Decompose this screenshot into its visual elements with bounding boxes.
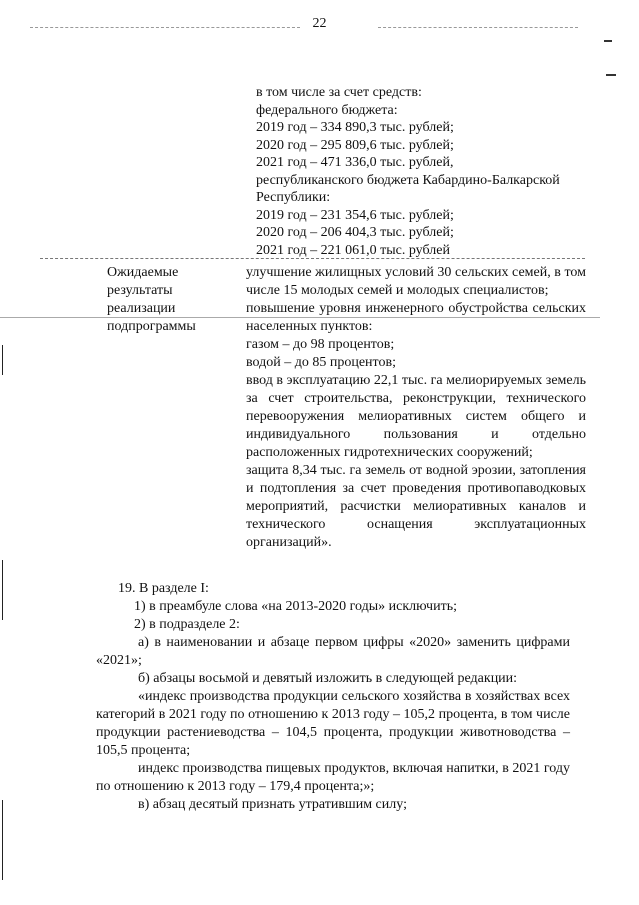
result-item: защита 8,34 тыс. га земель от водной эрозии, затопления и подтопления за счет проведения противопаводковых мероприятий, расчистки мелиоративных каналов и технического оснащения эксплуатационных организаций».	[246, 463, 586, 550]
label-line: Ожидаемые	[107, 265, 179, 280]
margin-mark	[2, 800, 3, 880]
label-line: подпрограммы	[107, 319, 196, 334]
header-rule-right	[378, 27, 578, 28]
margin-mark	[2, 560, 3, 620]
funding-line: 2021 год – 221 061,0 тыс. рублей	[256, 242, 450, 258]
amendment-item: а) в наименовании и абзаце первом цифры «2020» заменить цифрами «2021»;	[96, 635, 570, 668]
label-line: результаты	[107, 283, 173, 298]
margin-mark	[2, 345, 3, 375]
amendments-text	[96, 580, 570, 814]
scan-artifact	[606, 74, 616, 76]
section-heading: 19. В разделе I:	[118, 581, 209, 596]
result-item: водой – до 85 процентов;	[246, 355, 396, 370]
quoted-paragraph: «индекс производства продукции сельского хозяйства в хозяйствах всех категорий в 2021 году по отношению к 2013 году – 105,2 процента, в том числе продукции растениеводства – 104,5 процента, продукции животноводства –105,5 процента;	[96, 689, 570, 758]
table-row-divider	[40, 258, 585, 259]
amendment-item: б) абзацы восьмой и девятый изложить в следующей редакции:	[138, 671, 518, 686]
result-item: газом – до 98 процентов;	[246, 337, 395, 352]
result-item: повышение уровня инженерного обустройства сельских населенных пунктов:	[246, 301, 586, 334]
table-results-cell	[246, 264, 586, 552]
amendment-item: 2) в подразделе 2:	[134, 617, 240, 632]
funding-line: федерального бюджета:	[256, 102, 398, 118]
result-item: улучшение жилищных условий 30 сельских семей, в том числе 15 молодых семей и молодых специалистов;	[246, 265, 586, 298]
header-rule-left	[30, 27, 300, 28]
result-item: ввод в эксплуатацию 22,1 тыс. га мелиорируемых земель за счет строительства, реконструкции, технического перевооружения мелиоративных систем общего и индивидуального пользования и отдельно расположенных гидротехнических сооружений;	[246, 373, 586, 460]
funding-line: 2020 год – 295 809,6 тыс. рублей;	[256, 137, 454, 153]
quoted-paragraph: индекс производства пищевых продуктов, включая напитки, в 2021 году по отношению к 2013 году – 179,4 процента;»;	[96, 761, 570, 794]
funding-line: республиканского бюджета Кабардино-Балкарской	[256, 172, 560, 188]
funding-line: 2019 год – 334 890,3 тыс. рублей;	[256, 120, 454, 135]
page-number: 22	[312, 16, 327, 31]
funding-line: 2020 год – 206 404,3 тыс. рублей;	[256, 225, 454, 240]
funding-line: в том числе за счет средств:	[256, 85, 422, 100]
funding-line: 2019 год – 231 354,6 тыс. рублей;	[256, 207, 454, 223]
funding-line: Республики:	[256, 190, 331, 205]
funding-line: 2021 год – 471 336,0 тыс. рублей,	[256, 155, 454, 170]
label-line: реализации	[107, 301, 176, 316]
table-label-cell	[107, 264, 237, 336]
amendment-item: 1) в преамбуле слова «на 2013-2020 годы» исключить;	[134, 599, 457, 614]
scan-artifact	[604, 40, 612, 42]
funding-block	[256, 84, 596, 259]
amendment-item: в) абзац десятый признать утратившим силу;	[138, 797, 407, 812]
